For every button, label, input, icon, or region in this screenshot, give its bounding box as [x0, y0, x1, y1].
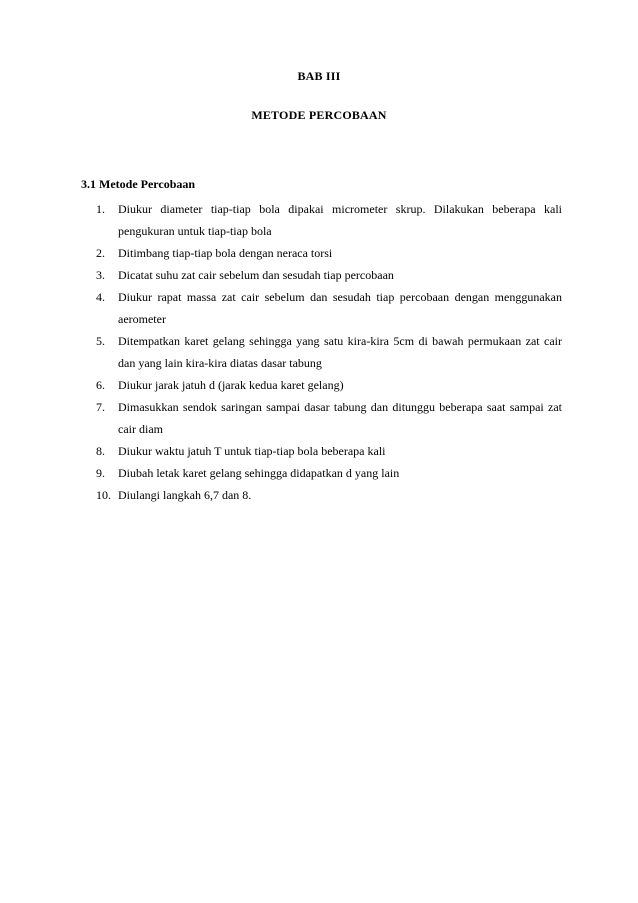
- step-text: Diukur jarak jatuh d (jarak kedua karet gelang): [118, 378, 344, 392]
- step-text: Diulangi langkah 6,7 dan 8.: [118, 488, 252, 502]
- step-number: 4.: [96, 290, 105, 304]
- method-step-6: [96, 374, 562, 396]
- method-steps-list: [96, 198, 562, 506]
- step-text: Diukur rapat massa zat cair sebelum dan sesudah tiap percobaan dengan menggunakan aerometer: [118, 290, 562, 326]
- step-number: 10.: [96, 488, 111, 502]
- step-number: 8.: [96, 444, 105, 458]
- step-text: Dicatat suhu zat cair sebelum dan sesudah tiap percobaan: [118, 268, 394, 282]
- method-step-5: [96, 330, 562, 374]
- step-number: 6.: [96, 378, 105, 392]
- method-step-1: [96, 198, 562, 242]
- step-text: Ditimbang tiap-tiap bola dengan neraca torsi: [118, 246, 333, 260]
- step-text: Diukur diameter tiap-tiap bola dipakai micrometer skrup. Dilakukan beberapa kali pengukuran untuk tiap-tiap bola: [118, 202, 562, 238]
- method-step-9: [96, 462, 562, 484]
- step-text: Dimasukkan sendok saringan sampai dasar tabung dan ditunggu beberapa saat sampai zat cair diam: [118, 400, 562, 436]
- step-text: Diubah letak karet gelang sehingga didapatkan d yang lain: [118, 466, 400, 480]
- method-step-4: [96, 286, 562, 330]
- step-text: Diukur waktu jatuh T untuk tiap-tiap bola beberapa kali: [118, 444, 386, 458]
- method-step-3: [96, 264, 562, 286]
- method-step-2: [96, 242, 562, 264]
- method-step-10: [96, 484, 562, 506]
- step-number: 7.: [96, 400, 105, 414]
- method-step-8: [96, 440, 562, 462]
- chapter-title: METODE PERCOBAAN: [251, 108, 387, 122]
- step-number: 1.: [96, 202, 105, 216]
- step-number: 2.: [96, 246, 105, 260]
- chapter-label: BAB III: [297, 69, 341, 83]
- step-number: 9.: [96, 466, 105, 480]
- step-number: 5.: [96, 334, 105, 348]
- method-step-7: [96, 396, 562, 440]
- step-text: Ditempatkan karet gelang sehingga yang satu kira-kira 5cm di bawah permukaan zat cair dan yang lain kira-kira diatas dasar tabung: [118, 334, 562, 370]
- section-heading: 3.1 Metode Percobaan: [81, 177, 196, 191]
- step-number: 3.: [96, 268, 105, 282]
